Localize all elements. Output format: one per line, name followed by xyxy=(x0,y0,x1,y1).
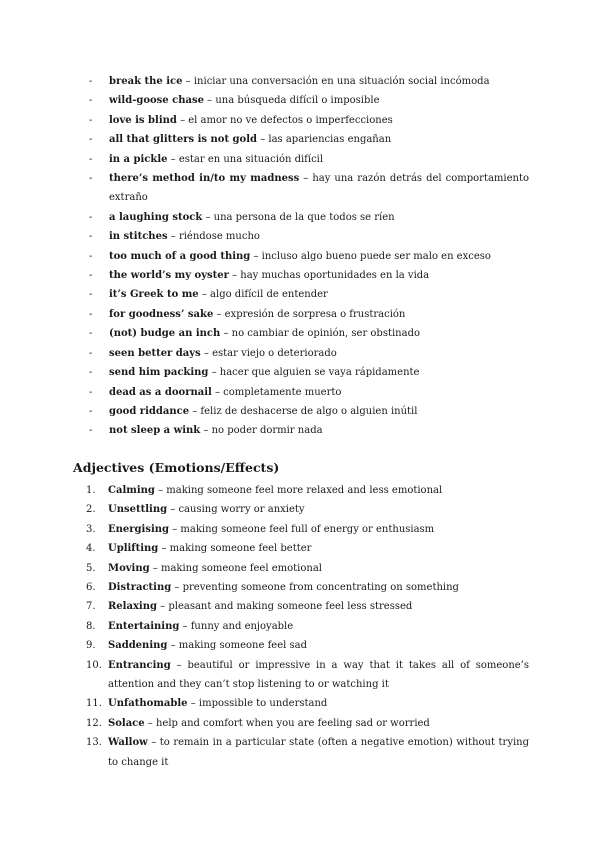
separator: – xyxy=(149,562,161,574)
list-item xyxy=(86,578,529,597)
item-definition: completamente muerto xyxy=(223,386,342,398)
list-item xyxy=(89,363,529,382)
item-text xyxy=(109,344,529,363)
item-definition: making someone feel more relaxed and less emotional xyxy=(166,485,443,496)
separator: – xyxy=(187,698,199,710)
item-text xyxy=(109,383,529,402)
list-item xyxy=(86,481,529,500)
item-term: all that glitters is not gold xyxy=(109,134,258,146)
list-item xyxy=(89,169,529,208)
item-term: Uplifting xyxy=(108,543,159,555)
separator: – xyxy=(200,425,212,437)
list-item xyxy=(89,266,529,285)
item-term: (not) budge an inch xyxy=(109,328,221,340)
item-text xyxy=(109,305,529,324)
item-text xyxy=(109,324,529,343)
item-text xyxy=(108,597,529,616)
list-item xyxy=(89,208,529,227)
item-number: 8. xyxy=(86,620,96,632)
separator: – xyxy=(144,717,156,729)
item-term: seen better days xyxy=(109,347,201,359)
list-item xyxy=(86,656,529,695)
separator: – xyxy=(170,659,188,671)
item-text xyxy=(109,421,529,440)
item-definition: impossible to understand xyxy=(198,698,328,710)
item-definition: preventing someone from concentrating on something xyxy=(182,582,459,594)
list-item xyxy=(86,500,529,519)
list-item xyxy=(89,227,529,246)
bullet-dash: - xyxy=(89,134,93,146)
separator: – xyxy=(171,582,183,594)
item-definition: una búsqueda difícil o imposible xyxy=(215,95,380,107)
separator: – xyxy=(198,289,211,301)
list-item xyxy=(89,383,529,402)
item-text xyxy=(109,130,529,149)
adjectives-heading: Adjectives (Emotions/Effects) xyxy=(73,460,280,475)
list-item xyxy=(89,91,529,110)
item-definition: riéndose mucho xyxy=(178,231,260,243)
list-item xyxy=(89,421,529,440)
item-definition: to remain in a particular state (often a negative emotion) without trying to change it xyxy=(108,737,530,768)
item-term: it’s Greek to me xyxy=(109,289,199,301)
item-term: Entrancing xyxy=(108,659,171,671)
item-definition: beautiful or impressive in a way that it takes all of someone’s attention and they can’t stop listening to or watching it xyxy=(108,659,529,691)
item-number: 9. xyxy=(86,640,96,652)
item-term: Unsettling xyxy=(108,504,168,516)
bullet-dash: - xyxy=(89,173,93,185)
item-term: good riddance xyxy=(109,405,190,417)
item-definition: incluso algo bueno puede ser malo en exceso xyxy=(261,250,491,262)
adjectives-list xyxy=(86,481,529,772)
item-number: 4. xyxy=(86,543,96,555)
separator: – xyxy=(158,543,170,555)
item-term: break the ice xyxy=(109,76,183,87)
item-definition: una persona de la que todos se ríen xyxy=(213,211,395,223)
item-text xyxy=(108,733,529,772)
list-item xyxy=(86,597,529,616)
separator: – xyxy=(167,153,179,165)
bullet-dash: - xyxy=(89,328,93,340)
item-term: send him packing xyxy=(109,367,209,379)
list-item xyxy=(89,130,529,149)
list-item xyxy=(89,324,529,343)
item-text xyxy=(108,539,529,558)
bullet-dash: - xyxy=(89,405,93,417)
item-number: 12. xyxy=(86,717,102,729)
separator: – xyxy=(211,386,224,398)
item-text xyxy=(109,402,529,421)
separator: – xyxy=(167,504,179,516)
item-definition: making someone feel full of energy or enthusiasm xyxy=(180,523,435,535)
item-term: dead as a doornail xyxy=(109,386,212,398)
item-number: 2. xyxy=(86,504,96,516)
bullet-dash: - xyxy=(89,425,93,437)
item-term: Relaxing xyxy=(108,601,157,613)
bullet-dash: - xyxy=(89,95,93,107)
item-text xyxy=(109,208,529,227)
item-definition: estar viejo o deteriorado xyxy=(212,347,337,359)
item-text xyxy=(108,636,529,655)
bullet-dash: - xyxy=(89,347,93,359)
item-term: the world’s my oyster xyxy=(109,270,229,282)
item-term: Entertaining xyxy=(108,620,180,632)
bullet-dash: - xyxy=(89,367,93,379)
separator: – xyxy=(257,134,269,146)
item-definition: iniciar una conversación en una situación social incómoda xyxy=(193,76,490,87)
item-definition: no cambiar de opinión, ser obstinado xyxy=(231,328,421,340)
item-number: 13. xyxy=(86,737,102,749)
bullet-dash: - xyxy=(89,289,93,301)
item-text xyxy=(108,694,529,713)
item-definition: algo difícil de entender xyxy=(210,289,328,301)
separator: – xyxy=(167,640,179,652)
separator: – xyxy=(156,601,169,613)
item-definition: las apariencias engañan xyxy=(268,134,392,146)
separator: – xyxy=(213,308,225,320)
separator: – xyxy=(200,347,213,359)
item-term: Unfathomable xyxy=(108,698,188,710)
bullet-dash: - xyxy=(89,386,93,398)
separator: – xyxy=(179,620,191,632)
item-text xyxy=(108,714,529,733)
item-text xyxy=(109,150,529,169)
item-number: 5. xyxy=(86,562,96,574)
item-definition: help and comfort when you are feeling sad or worried xyxy=(155,717,430,729)
item-text xyxy=(108,500,529,519)
item-text xyxy=(109,285,529,304)
item-term: there’s method in/to my madness xyxy=(109,173,300,185)
item-text xyxy=(108,578,529,597)
item-definition: hacer que alguien se vaya rápidamente xyxy=(219,367,420,379)
separator: – xyxy=(299,173,313,185)
bullet-dash: - xyxy=(89,153,93,165)
item-number: 7. xyxy=(86,601,96,613)
item-definition: making someone feel better xyxy=(169,543,312,555)
item-definition: estar en una situación difícil xyxy=(178,153,324,165)
separator: – xyxy=(176,114,189,126)
list-item xyxy=(89,344,529,363)
item-term: Solace xyxy=(108,717,145,729)
separator: – xyxy=(228,270,241,282)
item-text xyxy=(108,559,529,578)
separator: – xyxy=(154,485,167,496)
bullet-dash: - xyxy=(89,76,93,87)
item-definition: funny and enjoyable xyxy=(190,620,294,632)
separator: – xyxy=(189,405,201,417)
idioms-list xyxy=(89,72,529,441)
item-definition: making someone feel emotional xyxy=(160,562,322,574)
item-text xyxy=(109,227,529,246)
list-item xyxy=(89,285,529,304)
list-item xyxy=(89,402,529,421)
separator: – xyxy=(167,231,179,243)
separator: – xyxy=(202,211,214,223)
item-definition: feliz de deshacerse de algo o alguien inútil xyxy=(200,405,418,417)
item-text xyxy=(109,363,529,382)
item-text xyxy=(108,617,529,636)
item-term: in a pickle xyxy=(109,153,168,165)
item-term: Distracting xyxy=(108,582,172,594)
item-text xyxy=(108,481,529,500)
item-term: for goodness’ sake xyxy=(109,308,214,320)
list-item xyxy=(86,733,529,772)
item-text xyxy=(108,656,529,695)
item-term: wild-goose chase xyxy=(109,95,204,107)
item-number: 6. xyxy=(86,582,96,594)
item-term: Wallow xyxy=(108,737,148,749)
list-item xyxy=(86,636,529,655)
item-definition: expresión de sorpresa o frustración xyxy=(224,308,406,320)
item-term: a laughing stock xyxy=(109,211,203,223)
item-number: 11. xyxy=(86,698,102,710)
item-text xyxy=(109,266,529,285)
list-item xyxy=(86,694,529,713)
item-number: 10. xyxy=(86,659,102,671)
item-number: 1. xyxy=(86,485,96,496)
separator: – xyxy=(182,76,194,87)
separator: – xyxy=(147,737,160,749)
item-definition: making someone feel sad xyxy=(178,640,307,652)
separator: – xyxy=(204,95,216,107)
item-term: Moving xyxy=(108,562,150,574)
list-item xyxy=(86,539,529,558)
item-text xyxy=(109,247,529,266)
separator: – xyxy=(220,328,232,340)
item-definition: hay una razón detrás del comportamiento extraño xyxy=(109,173,530,204)
item-term: love is blind xyxy=(109,114,177,126)
list-item xyxy=(86,559,529,578)
item-text xyxy=(109,91,529,110)
item-term: Calming xyxy=(108,485,155,496)
list-item xyxy=(86,714,529,733)
bullet-dash: - xyxy=(89,270,93,282)
item-definition: causing worry or anxiety xyxy=(178,504,305,516)
item-term: too much of a good thing xyxy=(109,250,251,262)
list-item xyxy=(89,247,529,266)
list-item xyxy=(89,72,529,91)
bullet-dash: - xyxy=(89,231,93,243)
bullet-dash: - xyxy=(89,114,93,126)
bullet-dash: - xyxy=(89,211,93,223)
item-definition: hay muchas oportunidades en la vida xyxy=(240,270,430,282)
list-item xyxy=(89,305,529,324)
list-item xyxy=(86,520,529,539)
item-definition: el amor no ve defectos o imperfecciones xyxy=(188,114,393,126)
separator: – xyxy=(208,367,220,379)
item-number: 3. xyxy=(86,523,96,535)
separator: – xyxy=(250,250,262,262)
item-term: Energising xyxy=(108,523,170,535)
separator: – xyxy=(169,523,181,535)
bullet-dash: - xyxy=(89,250,93,262)
item-text xyxy=(109,169,529,208)
bullet-dash: - xyxy=(89,308,93,320)
list-item xyxy=(86,617,529,636)
item-term: Saddening xyxy=(108,640,168,652)
item-text xyxy=(108,520,529,539)
item-definition: no poder dormir nada xyxy=(211,425,323,437)
item-term: not sleep a wink xyxy=(109,425,201,437)
item-text xyxy=(109,111,529,130)
item-text xyxy=(109,72,529,91)
item-term: in stitches xyxy=(109,231,168,243)
list-item xyxy=(89,150,529,169)
list-item xyxy=(89,111,529,130)
item-definition: pleasant and making someone feel less stressed xyxy=(168,601,413,613)
